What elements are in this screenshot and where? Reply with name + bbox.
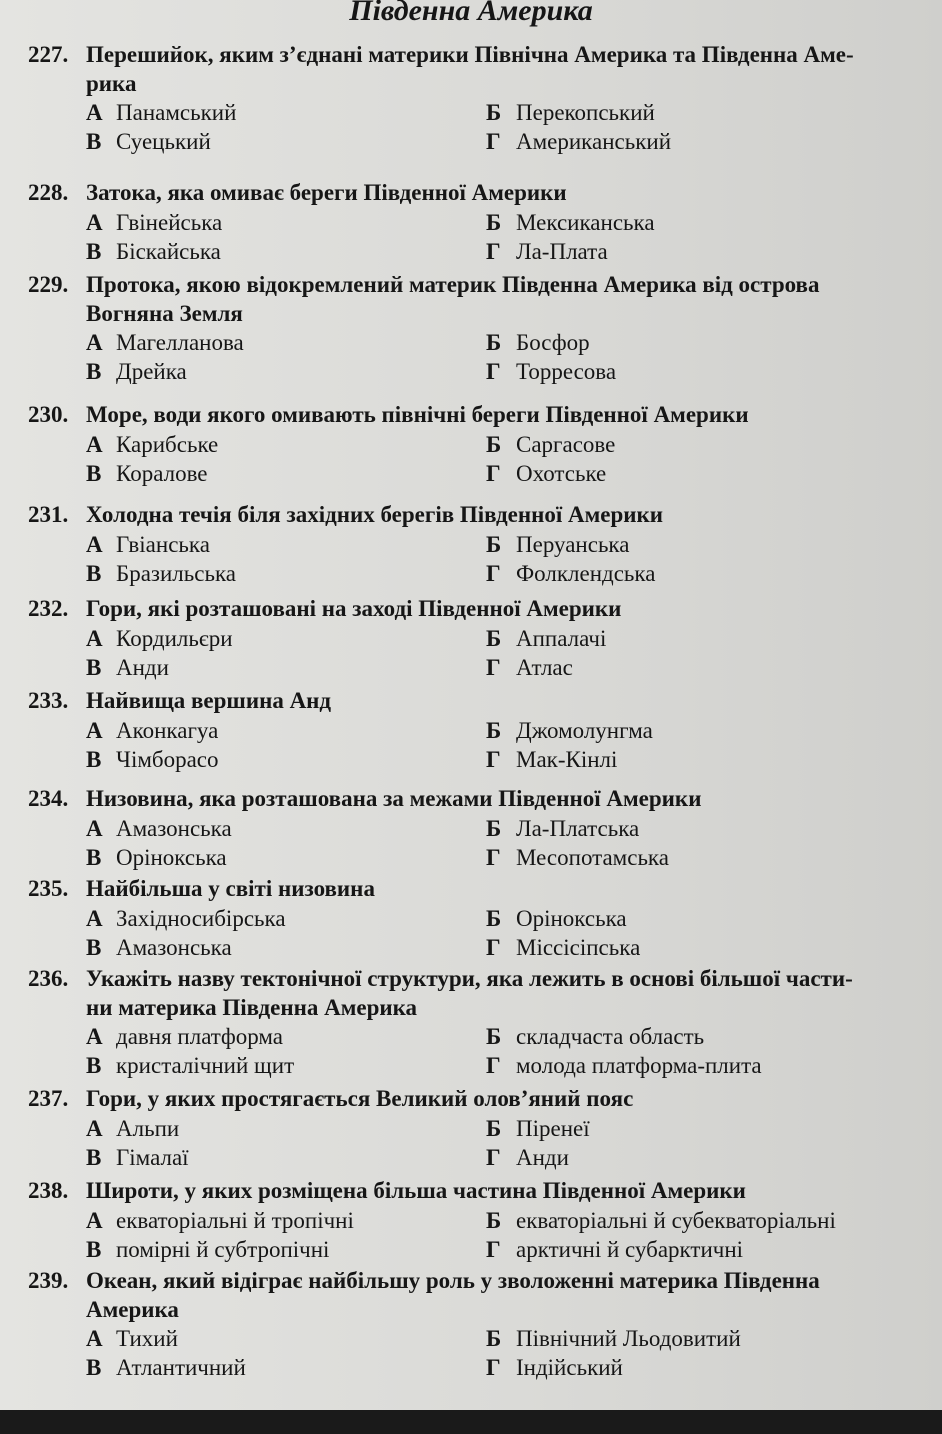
answer-option xyxy=(486,843,926,872)
option-letter: Г xyxy=(486,1053,501,1078)
option-text: Кордильєри xyxy=(116,626,233,651)
option-text: Джомолунгма xyxy=(516,718,653,743)
answer-option xyxy=(486,559,926,588)
answer-option xyxy=(86,328,486,357)
answer-option xyxy=(486,98,926,127)
question-text-line xyxy=(28,874,928,904)
question-231 xyxy=(28,500,928,588)
option-letter: А xyxy=(86,210,103,235)
option-text: Аппалачі xyxy=(516,626,607,651)
question-text: Холодна течія біля західних берегів Південної Америки xyxy=(86,502,664,527)
option-text: Анди xyxy=(516,1145,569,1170)
option-text: Месопотамська xyxy=(516,845,669,870)
option-text: Атлантичний xyxy=(116,1355,246,1380)
option-letter: Г xyxy=(486,655,501,680)
option-letter: Б xyxy=(486,432,502,457)
question-text-continuation: рика xyxy=(86,71,137,96)
answer-options xyxy=(28,98,928,156)
option-text: Аконкагуа xyxy=(116,718,219,743)
answer-option xyxy=(486,357,926,386)
option-text: Анди xyxy=(116,655,169,680)
answer-option xyxy=(486,1206,926,1235)
answer-option xyxy=(86,716,486,745)
question-237 xyxy=(28,1084,928,1172)
option-letter: А xyxy=(86,906,103,931)
question-text-line xyxy=(28,784,928,814)
option-text: Біскайська xyxy=(116,239,221,264)
option-text: Фолклендська xyxy=(516,561,656,586)
answer-option xyxy=(86,1324,486,1353)
option-letter: Б xyxy=(486,100,502,125)
question-232 xyxy=(28,594,928,682)
answer-options xyxy=(28,208,928,266)
question-text-line xyxy=(28,1266,928,1296)
question-228 xyxy=(28,178,928,266)
answer-option xyxy=(486,933,926,962)
question-234 xyxy=(28,784,928,872)
option-text: Тихий xyxy=(116,1326,178,1351)
answer-option xyxy=(86,1114,486,1143)
option-text: помірні й субтропічні xyxy=(116,1237,330,1262)
option-letter: Г xyxy=(486,845,501,870)
option-text: Дрейка xyxy=(116,359,187,384)
option-text: Гвіанська xyxy=(116,532,210,557)
option-letter: В xyxy=(86,129,102,154)
option-letter: Г xyxy=(486,1355,501,1380)
question-text: Море, води якого омивають північні береги Південної Америки xyxy=(86,402,749,427)
answer-option xyxy=(486,716,926,745)
answer-option xyxy=(86,1143,486,1172)
option-text: Панамський xyxy=(116,100,237,125)
option-text: Індійський xyxy=(516,1355,623,1380)
answer-option xyxy=(86,430,486,459)
option-letter: В xyxy=(86,655,102,680)
question-text-line xyxy=(28,40,928,70)
option-letter: А xyxy=(86,432,103,457)
answer-options xyxy=(28,430,928,488)
answer-option xyxy=(486,530,926,559)
question-number: 237. xyxy=(28,1086,69,1111)
option-text: Північний Льодовитий xyxy=(516,1326,741,1351)
question-number: 227. xyxy=(28,42,69,67)
question-text-continuation: Америка xyxy=(86,1297,179,1322)
option-letter: Б xyxy=(486,1024,502,1049)
answer-option xyxy=(86,530,486,559)
answer-option xyxy=(86,1022,486,1051)
answer-option xyxy=(486,237,926,266)
option-letter: В xyxy=(86,239,102,264)
question-227 xyxy=(28,40,928,156)
answer-option xyxy=(486,127,926,156)
answer-option xyxy=(86,98,486,127)
answer-option xyxy=(86,237,486,266)
question-text: Найвища вершина Анд xyxy=(86,688,332,713)
answer-option xyxy=(86,127,486,156)
answer-options xyxy=(28,1324,928,1382)
option-letter: А xyxy=(86,1208,103,1233)
answer-option xyxy=(86,843,486,872)
option-letter: Г xyxy=(486,129,501,154)
question-number: 230. xyxy=(28,402,69,427)
question-text-line xyxy=(28,400,928,430)
answer-option xyxy=(86,814,486,843)
option-text: Американський xyxy=(516,129,672,154)
option-letter: А xyxy=(86,330,103,355)
question-number: 239. xyxy=(28,1268,69,1293)
option-text: Західносибірська xyxy=(116,906,286,931)
option-letter: Г xyxy=(486,935,501,960)
option-text: Саргасове xyxy=(516,432,616,457)
question-text-line xyxy=(28,1176,928,1206)
bottom-edge-bar xyxy=(0,1410,942,1434)
option-letter: А xyxy=(86,718,103,743)
answer-option xyxy=(486,904,926,933)
answer-options xyxy=(28,530,928,588)
answer-options xyxy=(28,328,928,386)
option-letter: А xyxy=(86,1326,103,1351)
answer-option xyxy=(486,1143,926,1172)
option-letter: В xyxy=(86,1355,102,1380)
question-text: Гори, у яких простягається Великий олов’яний пояс xyxy=(86,1086,634,1111)
answer-option xyxy=(486,1114,926,1143)
option-text: Орінокська xyxy=(116,845,227,870)
answer-option xyxy=(486,653,926,682)
option-text: Гвінейська xyxy=(116,210,223,235)
option-text: Босфор xyxy=(516,330,590,355)
option-letter: Б xyxy=(486,210,502,235)
option-text: Альпи xyxy=(116,1116,180,1141)
option-text: Атлас xyxy=(516,655,573,680)
option-letter: Г xyxy=(486,239,501,264)
option-letter: Б xyxy=(486,330,502,355)
answer-option xyxy=(86,933,486,962)
question-number: 234. xyxy=(28,786,69,811)
answer-option xyxy=(86,1353,486,1382)
option-text: складчаста область xyxy=(516,1024,705,1049)
question-text-line xyxy=(28,1084,928,1114)
option-letter: Г xyxy=(486,1145,501,1170)
option-text: Гімалаї xyxy=(116,1145,189,1170)
option-letter: В xyxy=(86,1237,102,1262)
question-text-line xyxy=(28,964,928,994)
option-letter: Г xyxy=(486,561,501,586)
option-letter: А xyxy=(86,1116,103,1141)
answer-options xyxy=(28,1206,928,1264)
question-text-continuation: Вогняна Земля xyxy=(86,301,243,326)
option-letter: Б xyxy=(486,1326,502,1351)
answer-options xyxy=(28,716,928,774)
option-letter: А xyxy=(86,532,103,557)
question-236 xyxy=(28,964,928,1080)
option-text: Охотське xyxy=(516,461,607,486)
option-text: Суецький xyxy=(116,129,211,154)
question-text: Широти, у яких розміщена більша частина Південної Америки xyxy=(86,1178,746,1203)
question-text: Низовина, яка розташована за межами Південної Америки xyxy=(86,786,702,811)
question-235 xyxy=(28,874,928,962)
question-text: Океан, який відіграє найбільшу роль у зволоженні материка Південна xyxy=(86,1268,820,1293)
answer-option xyxy=(486,208,926,237)
question-number: 236. xyxy=(28,966,69,991)
option-letter: В xyxy=(86,1053,102,1078)
question-239 xyxy=(28,1266,928,1382)
option-text: Ла-Платська xyxy=(516,816,640,841)
answer-options xyxy=(28,1114,928,1172)
question-text: Перешийок, яким з’єднані материки Північна Америка та Південна Аме- xyxy=(86,42,854,67)
answer-options xyxy=(28,814,928,872)
answer-option xyxy=(486,459,926,488)
answer-option xyxy=(486,328,926,357)
answer-option xyxy=(86,1206,486,1235)
option-letter: Б xyxy=(486,1116,502,1141)
question-number: 235. xyxy=(28,876,69,901)
option-text: арктичні й субарктичні xyxy=(516,1237,744,1262)
question-text: Укажіть назву тектонічної структури, яка лежить в основі більшої части- xyxy=(86,966,853,991)
option-letter: А xyxy=(86,100,103,125)
option-letter: Г xyxy=(486,747,501,772)
question-230 xyxy=(28,400,928,488)
option-letter: Б xyxy=(486,718,502,743)
option-letter: В xyxy=(86,935,102,960)
question-text: Протока, якою відокремлений материк Південна Америка від острова xyxy=(86,272,820,297)
answer-options xyxy=(28,624,928,682)
question-229 xyxy=(28,270,928,386)
answer-option xyxy=(86,208,486,237)
option-text: Міссісіпська xyxy=(516,935,641,960)
answer-option xyxy=(86,559,486,588)
question-text: Затока, яка омиває береги Південної Америки xyxy=(86,180,567,205)
question-text-line xyxy=(28,686,928,716)
question-text: Гори, які розташовані на заході Південної Америки xyxy=(86,596,622,621)
answer-option xyxy=(486,624,926,653)
answer-option xyxy=(86,653,486,682)
option-text: Піренеї xyxy=(516,1116,590,1141)
question-text: Найбільша у світі низовина xyxy=(86,876,375,901)
answer-option xyxy=(86,357,486,386)
option-text: Мак-Кінлі xyxy=(516,747,618,772)
question-text-line xyxy=(28,500,928,530)
option-letter: В xyxy=(86,747,102,772)
option-text: Перуанська xyxy=(516,532,630,557)
option-letter: В xyxy=(86,561,102,586)
question-number: 228. xyxy=(28,180,69,205)
question-238 xyxy=(28,1176,928,1264)
answer-option xyxy=(86,1051,486,1080)
option-letter: Г xyxy=(486,1237,501,1262)
option-letter: Г xyxy=(486,359,501,384)
page-title: Південна Америка xyxy=(349,0,593,27)
option-text: Ла-Плата xyxy=(516,239,608,264)
question-number: 229. xyxy=(28,272,69,297)
answer-options xyxy=(28,1022,928,1080)
answer-option xyxy=(486,430,926,459)
question-number: 231. xyxy=(28,502,69,527)
option-text: Карибське xyxy=(116,432,219,457)
option-text: Амазонська xyxy=(116,935,232,960)
answer-option xyxy=(86,624,486,653)
option-letter: Г xyxy=(486,461,501,486)
option-text: молода платформа-плита xyxy=(516,1053,762,1078)
option-text: Амазонська xyxy=(116,816,232,841)
option-letter: Б xyxy=(486,1208,502,1233)
question-233 xyxy=(28,686,928,774)
option-text: Перекопський xyxy=(516,100,655,125)
option-letter: Б xyxy=(486,626,502,651)
option-text: Торресова xyxy=(516,359,617,384)
option-letter: В xyxy=(86,359,102,384)
option-text: Коралове xyxy=(116,461,208,486)
option-letter: А xyxy=(86,1024,103,1049)
answer-option xyxy=(86,745,486,774)
question-text-line xyxy=(28,270,928,300)
option-letter: Б xyxy=(486,906,502,931)
answer-option xyxy=(86,1235,486,1264)
answer-option xyxy=(486,745,926,774)
answer-option xyxy=(486,814,926,843)
answer-option xyxy=(486,1051,926,1080)
option-letter: А xyxy=(86,626,103,651)
option-text: Чімборасо xyxy=(116,747,219,772)
question-number: 233. xyxy=(28,688,69,713)
question-number: 238. xyxy=(28,1178,69,1203)
question-number: 232. xyxy=(28,596,69,621)
option-letter: Б xyxy=(486,532,502,557)
option-text: екваторіальні й тропічні xyxy=(116,1208,354,1233)
option-text: Орінокська xyxy=(516,906,627,931)
question-text-line xyxy=(28,178,928,208)
answer-option xyxy=(86,459,486,488)
option-text: екваторіальні й субекваторіальні xyxy=(516,1208,836,1233)
option-text: Бразильська xyxy=(116,561,237,586)
answer-option xyxy=(486,1022,926,1051)
option-text: Магелланова xyxy=(116,330,244,355)
question-text-continuation: ни материка Південна Америка xyxy=(86,995,418,1020)
option-letter: В xyxy=(86,1145,102,1170)
answer-option xyxy=(486,1235,926,1264)
answer-option xyxy=(486,1353,926,1382)
option-text: давня платформа xyxy=(116,1024,284,1049)
option-letter: В xyxy=(86,461,102,486)
option-letter: В xyxy=(86,845,102,870)
question-text-line xyxy=(28,594,928,624)
answer-option xyxy=(486,1324,926,1353)
option-text: Мексиканська xyxy=(516,210,655,235)
option-text: кристалічний щит xyxy=(116,1053,295,1078)
option-letter: Б xyxy=(486,816,502,841)
answer-option xyxy=(86,904,486,933)
answer-options xyxy=(28,904,928,962)
option-letter: А xyxy=(86,816,103,841)
